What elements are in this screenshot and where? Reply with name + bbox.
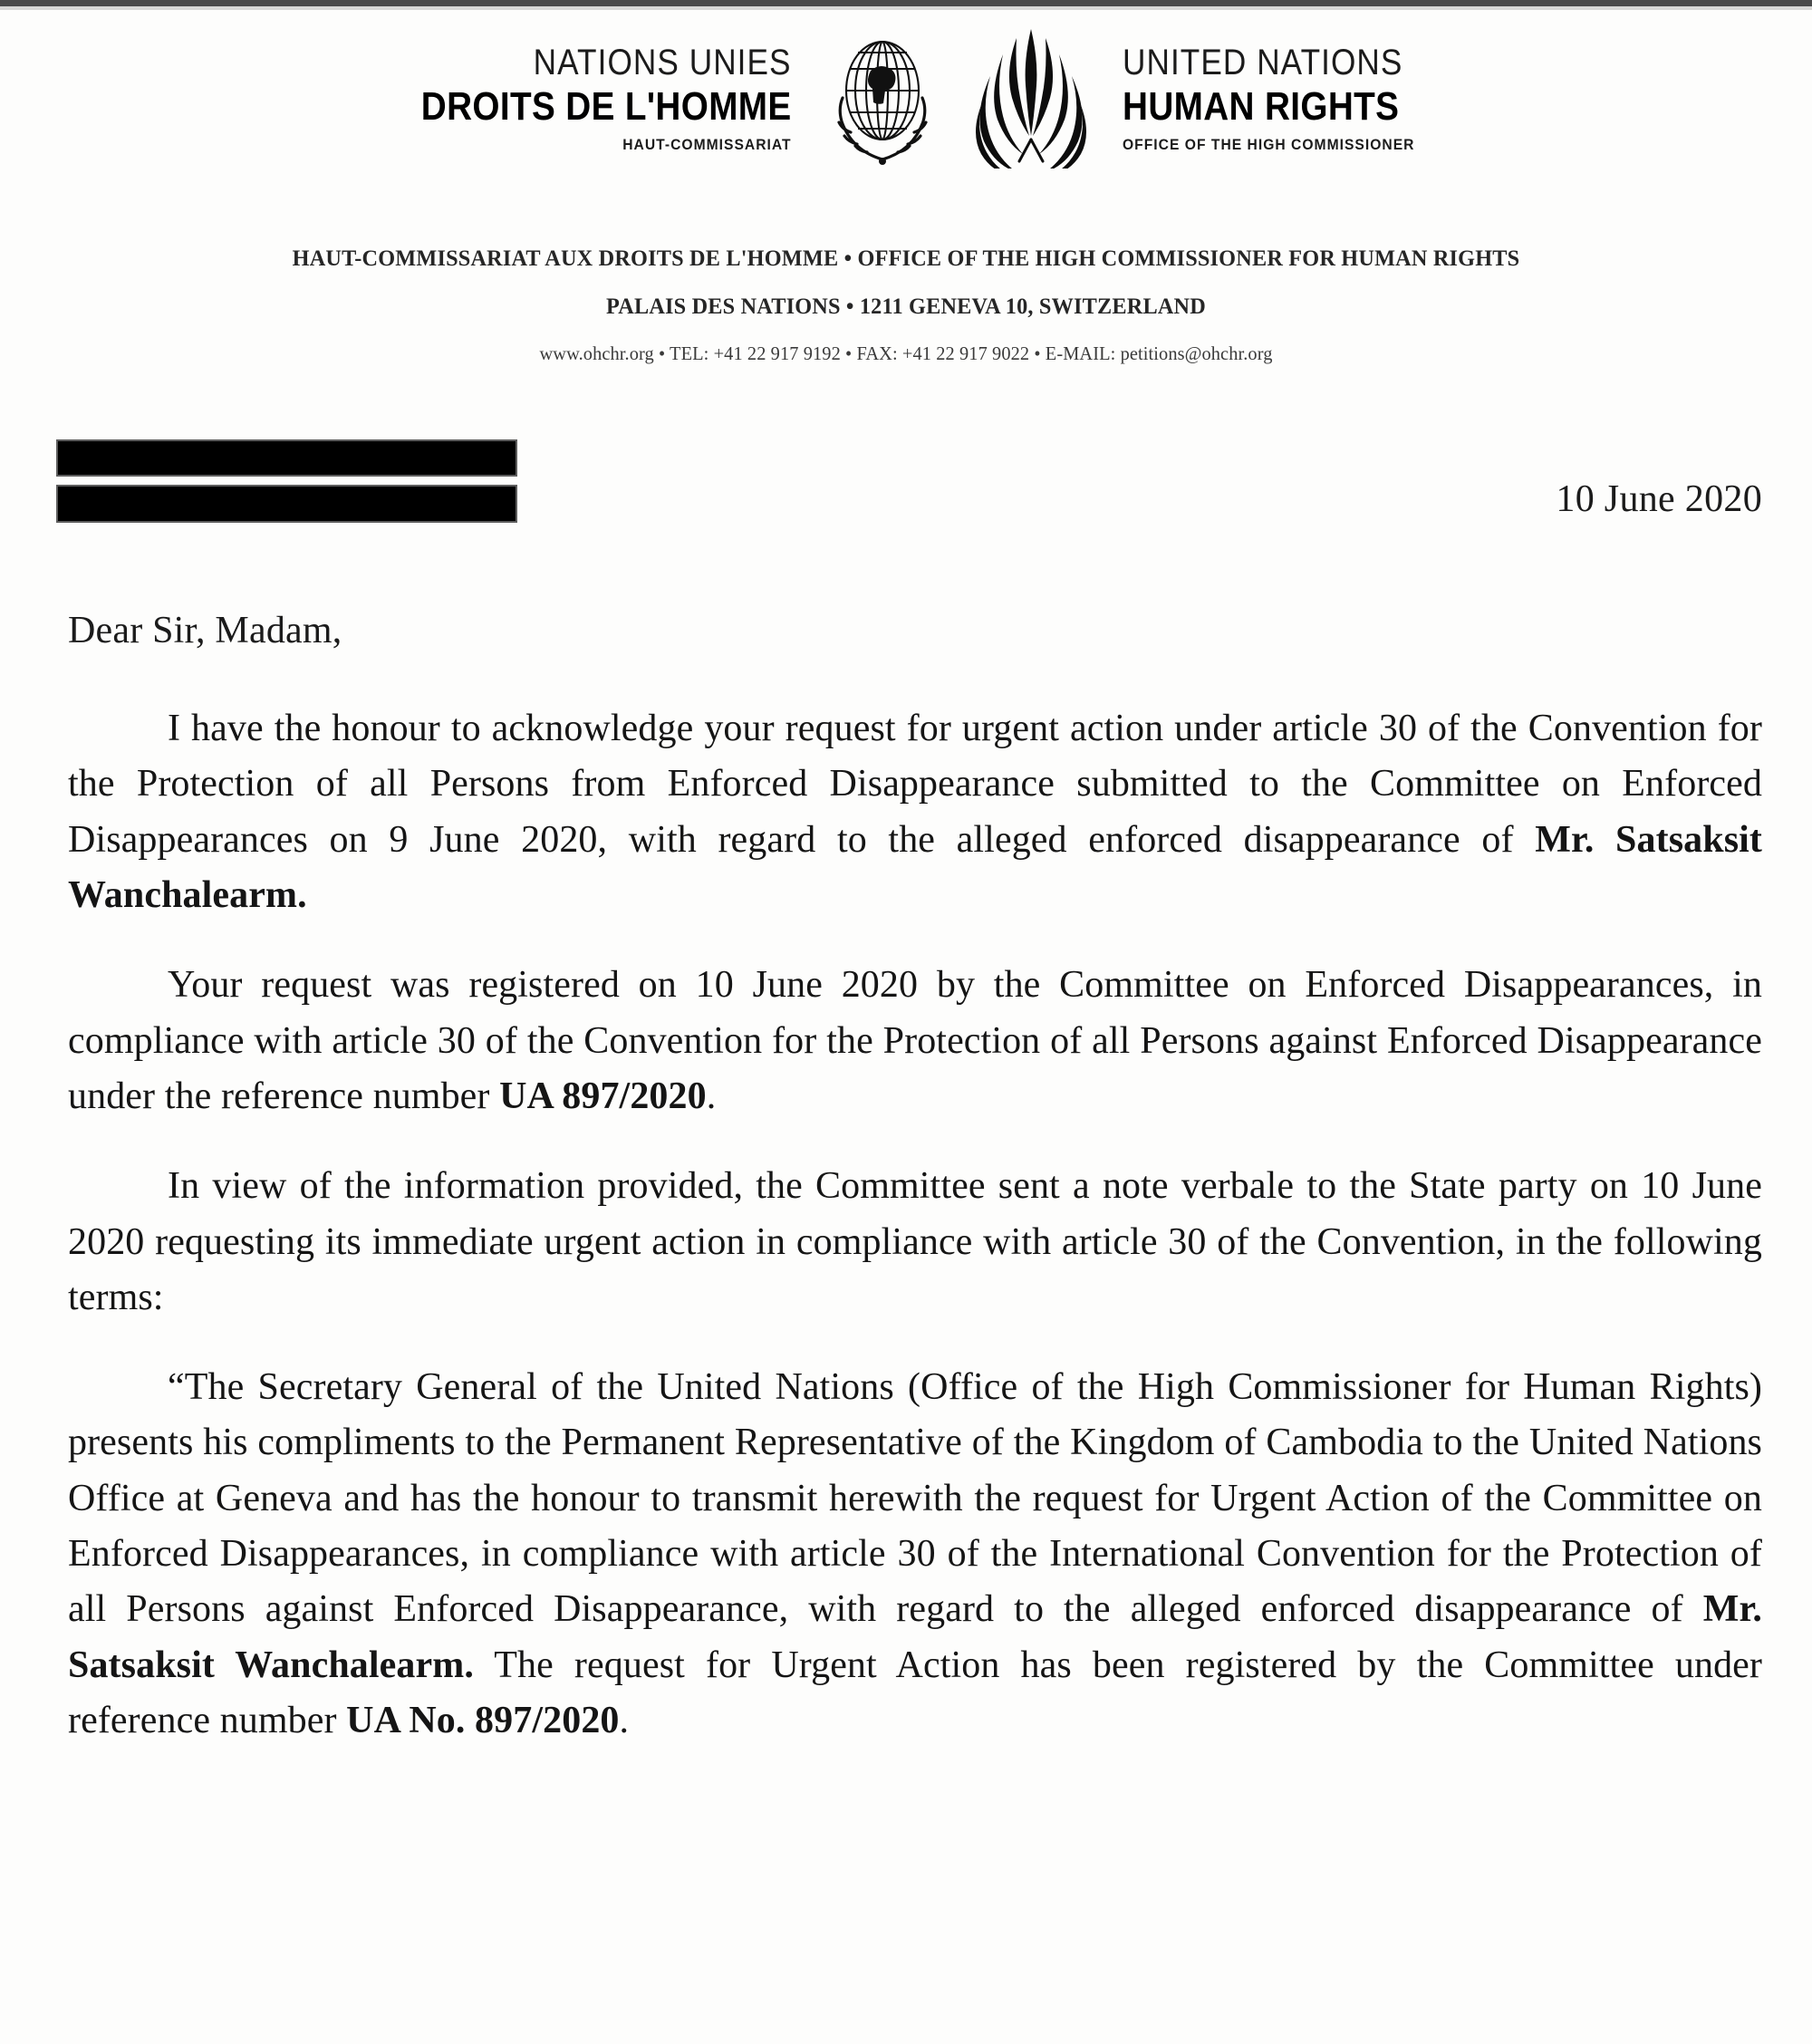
paragraph-4-bold-reference-number: UA No. 897/2020 [346, 1700, 620, 1741]
letterhead-english-line3: OFFICE OF THE HIGH COMMISSIONER [1123, 136, 1415, 153]
paragraph-2 [68, 958, 1762, 1124]
un-globe-emblem-icon [814, 24, 950, 173]
paragraph-2-text-2: . [706, 1075, 717, 1117]
paragraph-4-bold-name: Mr. Satsaksit Wanchalearm. [68, 1588, 1762, 1686]
salutation: Dear Sir, Madam, [68, 610, 342, 651]
letterhead-french [371, 44, 815, 152]
letterhead-french-line3: HAUT-COMMISSARIAT [622, 136, 792, 153]
letter-date: 10 June 2020 [1556, 478, 1762, 520]
letterhead-english-line1: UNITED NATIONS [1123, 43, 1403, 82]
paragraph-4-text-1: “The Secretary General of the United Nations (Office of the High Commissioner for Human Rights) presents his compliments to the Permanent Representative of the Kingdom of Cambodia to the United Nations Office at Geneva and has the honour to transmit herewith the request for Urgent Action of the Committee on Enforced Disappearances, in compliance with article 30 of the International Convention for the Protection of all Persons against Enforced Disappearance, with regard to the alleged enforced disappearance of [68, 1366, 1762, 1631]
paragraph-4-text-2: The request for Urgent Action has been registered by the Committee under reference number [68, 1644, 1763, 1741]
paragraph-3-text-1: In view of the information provided, the Committee sent a note verbale to the State party on 10 June 2020 requesting its immediate urgent action in compliance with article 30 of the Convention, in the following terms: [68, 1165, 1762, 1318]
paragraph-1-text-1: I have the honour to acknowledge your request for urgent action under article 30 of the Convention for the Protection of all Persons from Enforced Disappearance submitted to the Committee on Enforced Disappearances on 9 June 2020, with regard to the alleged enforced disappearance of [68, 708, 1762, 861]
paragraph-1 [68, 701, 1762, 923]
redaction-bar-recipient-line-1 [58, 441, 516, 475]
ohchr-flame-emblem-icon [963, 24, 1099, 173]
address-line-3: www.ohchr.org • TEL: +41 22 917 9192 • FAX: +41 22 917 9022 • E-MAIL: petitions@ohchr.org [539, 342, 1273, 364]
letterhead-english [1099, 44, 1441, 152]
letterhead-english-line2: HUMAN RIGHTS [1123, 84, 1400, 129]
address-line-2: PALAIS DES NATIONS • 1211 GENEVA 10, SWITZERLAND [606, 294, 1206, 319]
redaction-bar-recipient-line-2 [58, 487, 516, 521]
letterhead-french-line1: NATIONS UNIES [533, 43, 792, 82]
paragraph-4-text-3: . [619, 1700, 630, 1741]
letterhead-french-line2: DROITS DE L'HOMME [420, 84, 792, 129]
paragraph-3 [68, 1159, 1762, 1326]
paragraph-2-bold-reference-number: UA 897/2020 [499, 1075, 707, 1117]
letter-body [68, 609, 1762, 1749]
scan-edge-top [0, 0, 1812, 6]
address-line-1: HAUT-COMMISSARIAT AUX DROITS DE L'HOMME • OFFICE OF THE HIGH COMMISSIONER FOR HUMAN RIGHTS [292, 246, 1520, 271]
paragraph-4-quoted-note-verbale [68, 1360, 1762, 1749]
letterhead [0, 24, 1812, 173]
paragraph-2-text-1: Your request was registered on 10 June 2020 by the Committee on Enforced Disappearances, in compliance with article 30 of the Convention for the Protection of all Persons against Enforced Disappearance under the reference number [68, 964, 1762, 1117]
paragraph-1-bold-1: Mr. Satsaksit Wanchalearm. [68, 818, 1763, 916]
letterhead-emblems [814, 24, 1099, 173]
scan-edge-top-light [0, 6, 1812, 10]
